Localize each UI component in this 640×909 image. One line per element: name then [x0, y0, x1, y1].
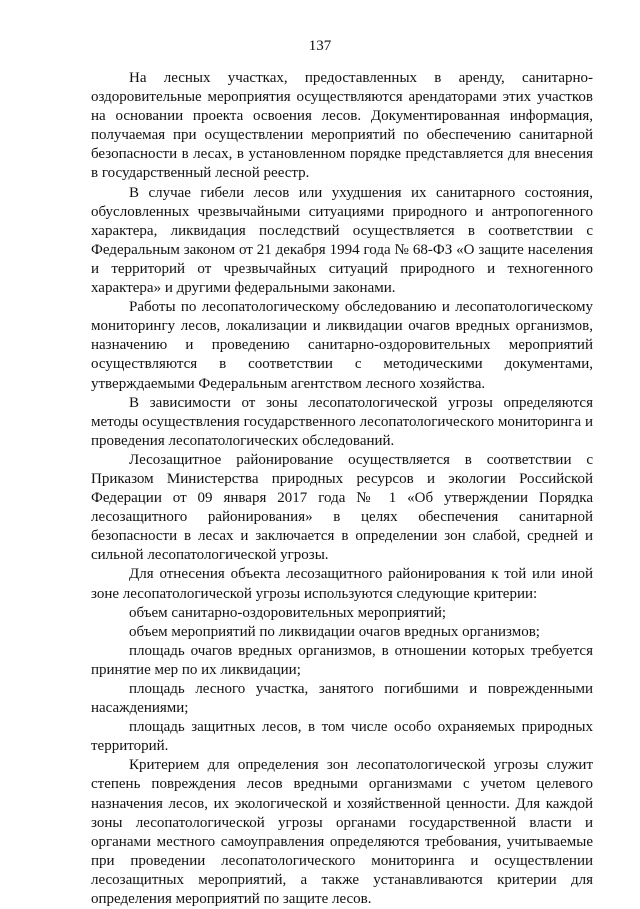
criteria-item: объем мероприятий по ликвидации очагов вредных организмов;	[129, 623, 540, 640]
paragraph-threat-zone-criterion: Критерием для определения зон лесопатологической угрозы служит степень повреждения лесов вредными организмами с учетом целевого назначения лесов, их экологической и хозяйственной ценности. Для каждой зоны лесопатологической угрозы органами государственной власти и органами местного самоуправления определяются требования, учитываемые при проведении лесопатологического мониторинга и осуществлении лесозащитных мероприятий, а также устанавливаются критерии для определения мероприятий по защите лесов.	[91, 757, 593, 908]
paragraph-emergency-consequences: В случае гибели лесов или ухудшения их санитарного состояния, обусловленных чрезвычайными ситуациями природного и антропогенного характера, ликвидация последствий осуществляется в соответствии с Федеральным законом от 21 декабря 1994 года № 68-ФЗ «О защите населения и территорий от чрезвычайных ситуаций природного и техногенного характера» и другими федеральными законами.	[91, 184, 593, 297]
criteria-item: площадь лесного участка, занятого погибшими и поврежденными насаждениями;	[91, 681, 593, 717]
paragraph-forest-protection-zoning: Лесозащитное районирование осуществляется в соответствии с Приказом Министерства природных ресурсов и экологии Российской Федерации от 09 января 2017 года № 1 «Об утверждении Порядка лесозащитного районирования» в целях обеспечения санитарной безопасности в лесах и заключается в определении зон слабой, средней и сильной лесопатологической угрозы.	[91, 451, 593, 564]
paragraph-forest-pathology-works: Работы по лесопатологическому обследованию и лесопатологическому мониторингу лесов, локализации и ликвидации очагов вредных организмов, назначению и проведению санитарно-оздоровительных мероприятий осуществляются в соответствии с методическими документами, утверждаемыми Федеральным агентством лесного хозяйства.	[91, 299, 593, 392]
paragraph-criteria-intro: Для отнесения объекта лесозащитного районирования к той или иной зоне лесопатологической угрозы используются следующие критерии:	[91, 566, 593, 602]
criteria-item: площадь очагов вредных организмов, в отношении которых требуется принятие мер по их ликвидации;	[91, 642, 593, 678]
paragraph-lease-sanitary-measures: На лесных участках, предоставленных в аренду, санитарно-оздоровительные мероприятия осуществляются арендаторами этих участков на основании проекта освоения лесов. Документированная информация, получаемая при осуществлении мероприятий по обеспечению санитарной безопасности в лесах, в установленном порядке представляется для внесения в государственный лесной реестр.	[91, 70, 593, 182]
page-number: 137	[308, 38, 332, 54]
page-body	[91, 69, 593, 909]
criteria-item: площадь защитных лесов, в том числе особо охраняемых природных территорий.	[91, 719, 593, 755]
paragraph-threat-zone-methods: В зависимости от зоны лесопатологической угрозы определяются методы осуществления государственного лесопатологического мониторинга и проведения лесопатологических обследований.	[91, 394, 593, 449]
criteria-item: объем санитарно-оздоровительных мероприятий;	[129, 604, 447, 621]
